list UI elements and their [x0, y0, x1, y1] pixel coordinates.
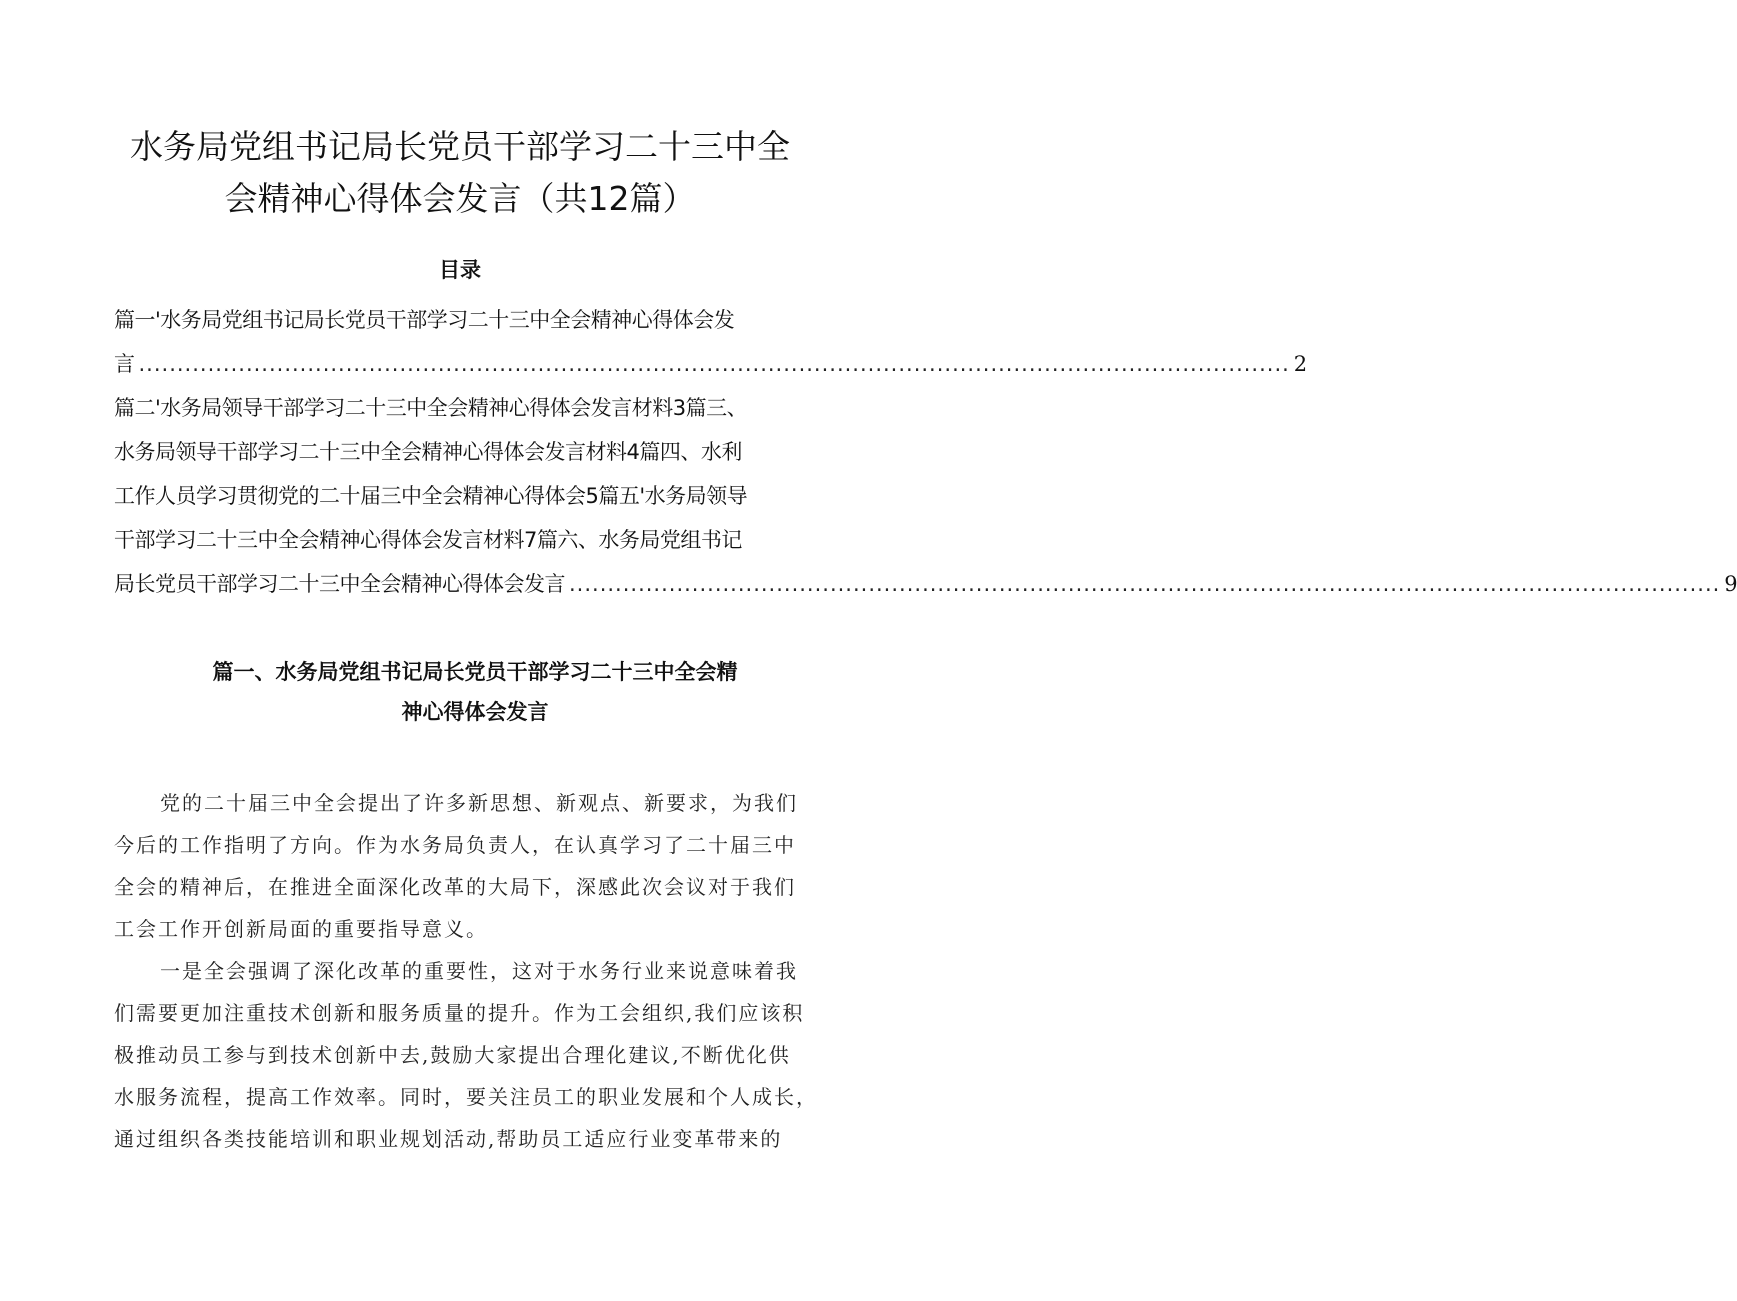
title-line-1: 水务局党组书记局长党员干部学习二十三中全	[130, 127, 790, 166]
paragraph-2-line-1: 一是全会强调了深化改革的重要性，这对于水务行业来说意味着我	[160, 959, 798, 983]
toc-line-text: 言	[114, 352, 135, 376]
section-title-line-1: 篇一、水务局党组书记局长党员干部学习二十三中全会精	[212, 660, 738, 684]
paragraph-1-line-1: 党的二十届三中全会提出了许多新思想、新观点、新要求，为我们	[160, 791, 798, 815]
toc-entry-line-6[interactable]	[114, 518, 826, 562]
toc-heading: 目录	[439, 258, 481, 282]
toc-line-text: 干部学习二十三中全会精神心得体会发言材料7篇六、水务局党组书记	[114, 528, 742, 552]
toc-page-number: 9	[1724, 572, 1737, 596]
paragraph-2-line-3: 极推动员工参与到技术创新中去,鼓励大家提出合理化建议,不断优化供	[114, 1043, 791, 1067]
section-title-line-2: 神心得体会发言	[401, 700, 549, 724]
toc-entry-1-line-1[interactable]	[114, 298, 826, 342]
toc-entry-line-7[interactable]	[114, 562, 1737, 606]
title-line-2: 会精神心得体会发言（共12篇）	[224, 179, 696, 218]
body-text	[114, 782, 840, 1160]
toc-leader-dots: ......................................................................................................................................................	[569, 572, 1721, 596]
paragraph-2-line-2: 们需要更加注重技术创新和服务质量的提升。作为工会组织,我们应该积	[114, 1001, 805, 1025]
toc-line-text: 工作人员学习贯彻党的二十届三中全会精神心得体会5篇五'水务局领导	[114, 484, 748, 508]
paragraph-2-line-4: 水服务流程，提高工作效率。同时，要关注员工的职业发展和个人成长，	[114, 1085, 818, 1109]
toc-entry-1-line-2[interactable]	[114, 342, 1307, 386]
toc-entry-line-5[interactable]	[114, 474, 826, 518]
toc-line-text: 局长党员干部学习二十三中全会精神心得体会发言	[114, 572, 565, 596]
toc-leader-dots: ......................................................................................................................................................	[138, 352, 1290, 376]
toc-page-number: 2	[1293, 352, 1307, 376]
paragraph-1-line-4: 工会工作开创新局面的重要指导意义。	[114, 917, 488, 941]
section-title	[100, 652, 850, 732]
toc-entry-line-3[interactable]	[114, 386, 826, 430]
paragraph-1-line-2: 今后的工作指明了方向。作为水务局负责人，在认真学习了二十届三中	[114, 833, 796, 857]
paragraph-2-line-5: 通过组织各类技能培训和职业规划活动,帮助员工适应行业变革带来的	[114, 1127, 783, 1151]
toc-entry-line-4[interactable]	[114, 430, 826, 474]
toc-line-text: 水务局领导干部学习二十三中全会精神心得体会发言材料4篇四、水利	[114, 440, 742, 464]
table-of-contents	[114, 298, 1737, 606]
paragraph-1-line-3: 全会的精神后，在推进全面深化改革的大局下，深感此次会议对于我们	[114, 875, 796, 899]
toc-line-text: 篇二'水务局领导干部学习二十三中全会精神心得体会发言材料3篇三、	[114, 396, 748, 420]
document-title	[100, 121, 820, 225]
toc-line-text: 篇一'水务局党组书记局长党员干部学习二十三中全会精神心得体会发	[114, 308, 735, 332]
